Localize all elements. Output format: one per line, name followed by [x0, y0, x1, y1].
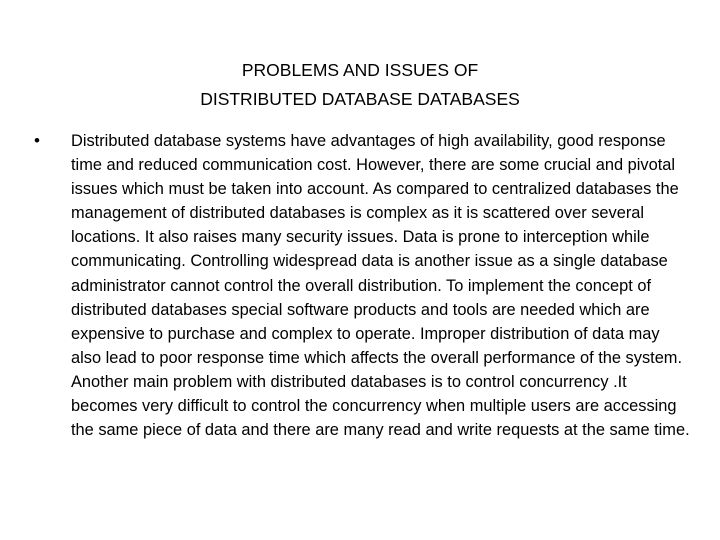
- title-line-2: DISTRIBUTED DATABASE DATABASES: [200, 89, 520, 109]
- slide-title: [0, 56, 720, 114]
- bullet-point-icon: •: [34, 131, 40, 150]
- bullet-paragraph: Distributed database systems have advantages of high availability, good response time and reduced communication cost. However, there are some crucial and pivotal issues which must be taken into account. As compared to centralized databases the management of distributed databases is complex as it is scattered over several locations. It also raises many security issues. Data is prone to interception while communicating. Controlling widespread data is another issue as a single database administrator cannot control the overall distribution. To implement the concept of distributed databases special software products and tools are needed which are expensive to purchase and complex to operate. Improper distribution of data may also lead to poor response time which affects the overall performance of the system. Another main problem with distributed databases is to control concurrency .It becomes very difficult to control the concurrency when multiple users are accessing the same piece of data and there are many read and write requests at the same time.: [71, 132, 690, 440]
- title-line-1: PROBLEMS AND ISSUES OF: [241, 60, 479, 80]
